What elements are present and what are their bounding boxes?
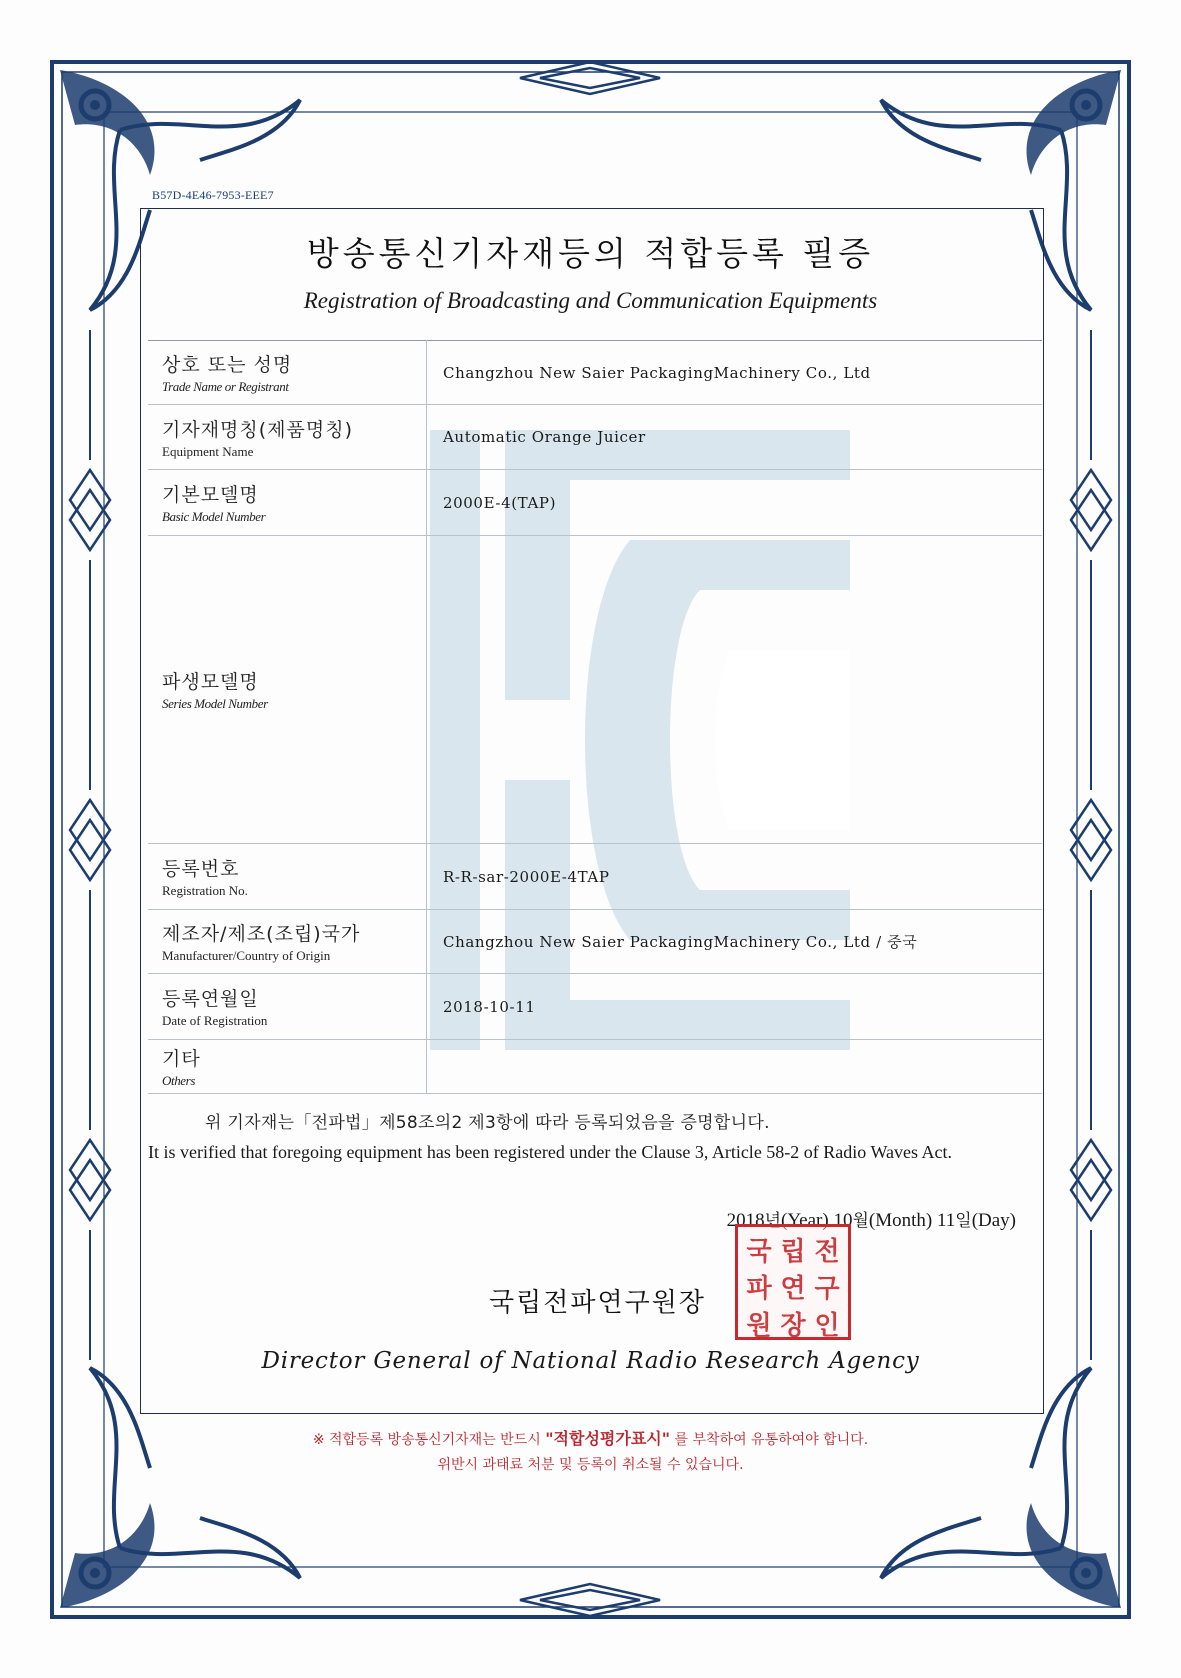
label-cell	[148, 844, 427, 910]
label-korean: 파생모델명	[162, 671, 259, 693]
seal-char: 구	[814, 1274, 840, 1304]
basic-model-value: 2000E-4(TAP)	[427, 470, 1043, 536]
table-row	[148, 844, 1042, 910]
seal-characters	[742, 1231, 844, 1341]
title-english: Registration of Broadcasting and Communication Equipments	[303, 288, 878, 313]
date-day: 11	[936, 1210, 956, 1231]
label-english: Series Model Number	[162, 696, 268, 711]
label-english: Trade Name or Registrant	[162, 379, 289, 394]
seal-char: 전	[814, 1237, 840, 1267]
notice-emphasis: "적합성평가표시"	[545, 1429, 671, 1448]
label-english: Basic Model Number	[162, 509, 266, 524]
date-year-ko: 년	[764, 1211, 782, 1231]
registration-date-value: 2018-10-11	[427, 974, 1043, 1040]
label-english: Manufacturer/Country of Origin	[162, 948, 331, 963]
statement-english: It is verified that foregoing equipment has been registered under the Clause 3, Article 58-2 of Radio Waves Act.	[148, 1142, 952, 1162]
series-model-value	[427, 536, 1043, 844]
label-cell	[148, 910, 427, 974]
label-english: Date of Registration	[162, 1013, 268, 1028]
notice-prefix: ※ 적합등록 방송통신기자재는 반드시	[312, 1432, 541, 1448]
label-english: Registration No.	[162, 883, 248, 898]
table-row	[148, 974, 1042, 1040]
others-value	[427, 1040, 1043, 1094]
registration-number-value: R-R-sar-2000E-4TAP	[427, 844, 1043, 910]
official-seal-stamp	[735, 1224, 851, 1340]
table-row	[148, 405, 1042, 470]
table-row	[148, 1040, 1042, 1094]
trade-name-value: Changzhou New Saier PackagingMachinery Co., Ltd	[427, 341, 1043, 405]
document-code: B57D-4E46-7953-EEE7	[152, 188, 274, 202]
seal-char: 장	[780, 1311, 806, 1341]
label-english: Others	[162, 1073, 195, 1088]
label-korean: 상호 또는 성명	[162, 354, 293, 376]
label-korean: 등록연월일	[162, 988, 259, 1010]
equipment-name-value: Automatic Orange Juicer	[427, 405, 1043, 470]
label-korean: 기자재명칭(제품명칭)	[162, 418, 354, 441]
date-month-ko: 월	[852, 1211, 869, 1231]
notice-line-2: 위반시 과태료 처분 및 등록이 취소될 수 있습니다.	[437, 1457, 744, 1473]
date-year-en: (Year)	[781, 1210, 829, 1231]
issuer-english: Director General of National Radio Research Agency	[261, 1348, 920, 1374]
table-row	[148, 536, 1042, 844]
statement-korean: 위 기자재는「전파법」제58조의2 제3항에 따라 등록되었음을 증명합니다.	[205, 1113, 770, 1133]
label-cell	[148, 536, 427, 844]
label-korean: 기본모델명	[162, 484, 259, 506]
notice-suffix: 를 부착하여 유통하여야 합니다.	[674, 1432, 869, 1448]
manufacturer-value: Changzhou New Saier PackagingMachinery Co., Ltd / 중국	[427, 910, 1043, 974]
seal-char: 국	[746, 1237, 772, 1267]
date-month-en: (Month)	[868, 1210, 933, 1231]
seal-char: 원	[746, 1311, 772, 1341]
label-korean: 등록번호	[162, 858, 240, 880]
label-cell	[148, 974, 427, 1040]
date-day-ko: 일	[955, 1211, 972, 1231]
table-row	[148, 341, 1042, 405]
issuer-korean: 국립전파연구원장	[489, 1288, 706, 1318]
seal-char: 인	[814, 1311, 840, 1341]
seal-char: 파	[746, 1274, 772, 1304]
table-row	[148, 910, 1042, 974]
label-cell	[148, 405, 427, 470]
registration-table	[148, 340, 1042, 1094]
date-day-en: (Day)	[971, 1210, 1016, 1231]
label-cell	[148, 341, 427, 405]
title-korean: 방송통신기자재등의 적합등록 필증	[306, 234, 875, 273]
notice	[0, 1426, 1181, 1478]
date-month: 10	[833, 1210, 853, 1231]
notice-line-1	[0, 1426, 1181, 1453]
date-year: 2018	[726, 1210, 765, 1231]
table-row	[148, 470, 1042, 536]
label-cell	[148, 1040, 427, 1094]
seal-char: 립	[780, 1237, 806, 1267]
label-cell	[148, 470, 427, 536]
label-korean: 기타	[162, 1048, 201, 1070]
label-english: Equipment Name	[162, 443, 254, 459]
label-korean: 제조자/제조(조립)국가	[162, 923, 361, 945]
seal-char: 연	[780, 1274, 806, 1304]
